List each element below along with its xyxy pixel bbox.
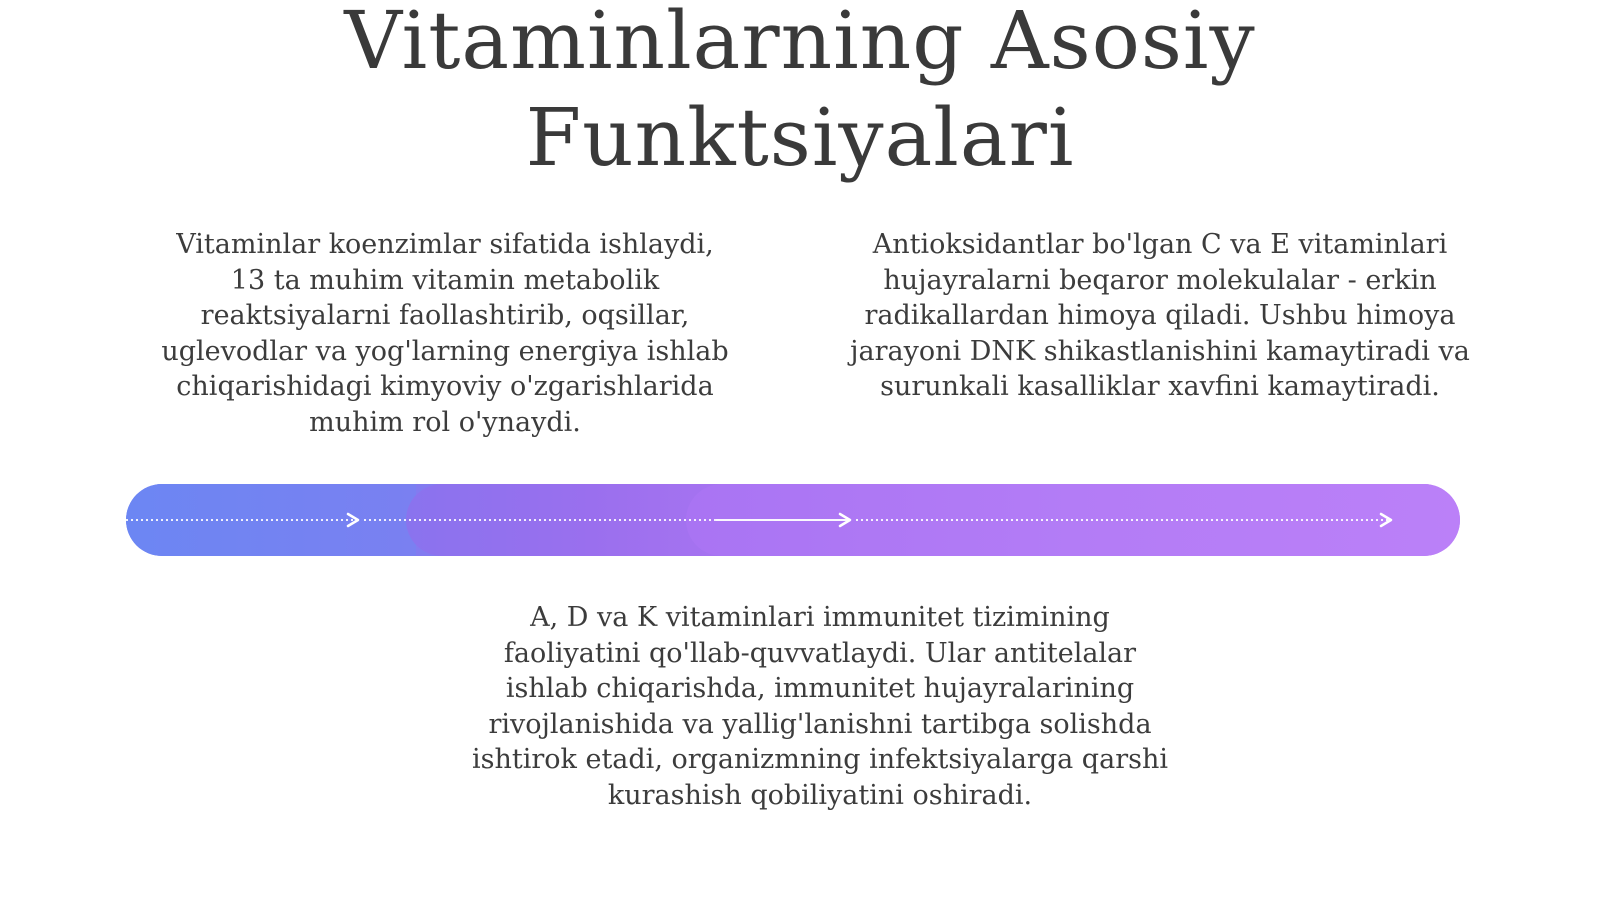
paragraph-antioxidants: Antioksidantlar bo'lgan C va E vitaminlari hujayralarni beqaror molekulalar - erkin radikallardan himoya qiladi. Ushbu himoya jarayoni DNK shikastlanishini kamaytiradi va surunkali kasalliklar xavfini kamaytiradi. (850, 229, 1470, 402)
timeline-arrows (126, 484, 1460, 556)
paragraph-immunity: A, D va K vitaminlari immunitet tizimining faoliyatini qo'llab-quvvatlaydi. Ular antitelalar ishlab chiqarishda, immunitet hujayralarining rivojlanishida va yallig'lanishni tartibga solishda ishtirok etadi, organizmning infektsiyalarga qarshi kurashish qobiliyatini oshiradi. (472, 602, 1168, 811)
paragraph-coenzymes: Vitaminlar koenzimlar sifatida ishlaydi, 13 ta muhim vitamin metabolik reaktsiyalarni faollashtirib, oqsillar, uglevodlar va yog'larning energiya ishlab chiqarishidagi kimyoviy o'zgarishlarida muhim rol o'ynaydi. (161, 229, 729, 438)
arrow-right-icon (348, 514, 358, 526)
slide-title: Vitaminlarning Asosiy Funktsiyalari (344, 0, 1256, 184)
timeline-bar (126, 484, 1460, 556)
